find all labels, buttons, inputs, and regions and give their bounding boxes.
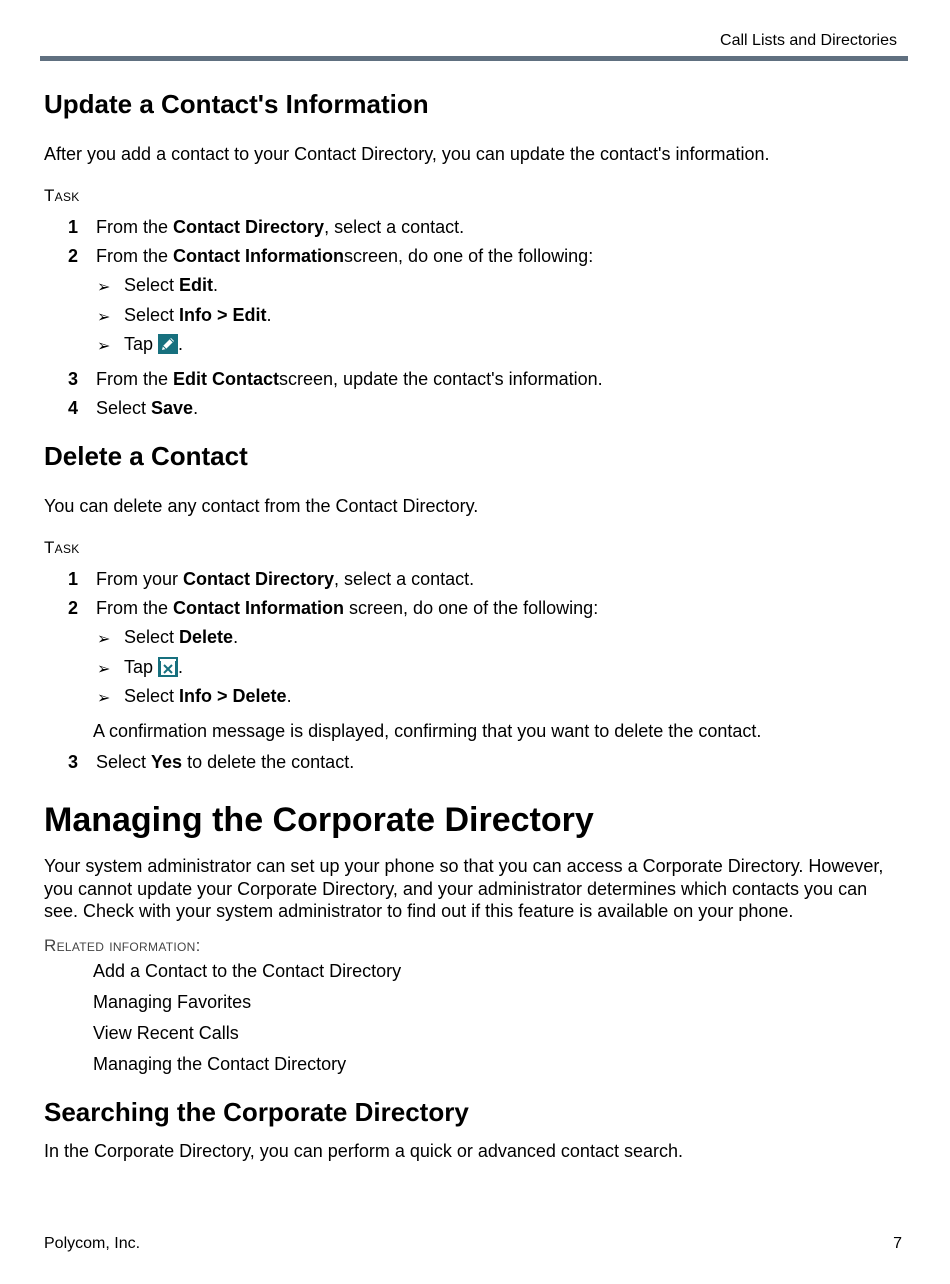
delete-step-3: Select Yes to delete the contact. (96, 752, 355, 772)
step-number: 2 (68, 598, 79, 618)
update-contact-intro: After you add a contact to your Contact Directory, you can update the contact's information. (44, 144, 770, 164)
related-link[interactable]: Managing the Contact Directory (93, 1054, 347, 1074)
step-number: 3 (68, 369, 79, 389)
delete-bullet-2: Tap . (124, 657, 184, 677)
footer-company: Polycom, Inc. (44, 1235, 141, 1252)
delete-bullet-3: Select Info > Delete. (124, 686, 292, 706)
related-information-label: Related information: (44, 936, 201, 955)
arrowhead-bullet-icon: ➢ (97, 338, 111, 355)
related-link[interactable]: View Recent Calls (93, 1023, 239, 1043)
update-step-3: From the Edit Contactscreen, update the contact's information. (96, 369, 603, 389)
pencil-icon (158, 334, 178, 354)
update-bullet-3: Tap . (124, 334, 184, 354)
header-rule (40, 56, 908, 61)
delete-confirmation-note: A confirmation message is displayed, confirming that you want to delete the contact. (93, 721, 762, 741)
update-bullet-2: Select Info > Edit. (124, 305, 272, 325)
update-bullet-1: Select Edit. (124, 275, 219, 295)
update-step-1: From the Contact Directory, select a contact. (96, 217, 465, 237)
arrowhead-bullet-icon: ➢ (97, 690, 111, 707)
search-corporate-body: In the Corporate Directory, you can perform a quick or advanced contact search. (44, 1141, 683, 1161)
delete-contact-intro: You can delete any contact from the Contact Directory. (44, 496, 479, 516)
running-header-title: Call Lists and Directories (720, 32, 897, 49)
delete-bullet-1: Select Delete. (124, 627, 239, 647)
delete-x-icon (158, 657, 178, 677)
step-number: 2 (68, 246, 79, 266)
page-number: 7 (893, 1235, 902, 1252)
step-number: 1 (68, 217, 79, 237)
delete-contact-heading: Delete a Contact (44, 441, 248, 471)
delete-step-2: From the Contact Information screen, do one of the following: (96, 598, 599, 618)
related-link[interactable]: Managing Favorites (93, 992, 252, 1012)
task-label: Task (44, 186, 80, 205)
corporate-directory-body: Your system administrator can set up your phone so that you can access a Corporate Directory. However, you cannot update your Corporate Directory, and your administrator determines which contacts you can see. Check with your system administrator to find out if this feature is available on your phone. (44, 856, 884, 921)
update-step-4: Select Save. (96, 398, 199, 418)
delete-step-1: From your Contact Directory, select a contact. (96, 569, 475, 589)
update-step-2: From the Contact Informationscreen, do one of the following: (96, 246, 594, 266)
corporate-directory-heading: Managing the Corporate Directory (44, 801, 594, 839)
arrowhead-bullet-icon: ➢ (97, 661, 111, 678)
update-contact-heading: Update a Contact's Information (44, 89, 429, 119)
arrowhead-bullet-icon: ➢ (97, 309, 111, 326)
step-number: 3 (68, 752, 79, 772)
arrowhead-bullet-icon: ➢ (97, 631, 111, 648)
search-corporate-heading: Searching the Corporate Directory (44, 1097, 469, 1127)
step-number: 1 (68, 569, 79, 589)
related-link[interactable]: Add a Contact to the Contact Directory (93, 961, 402, 981)
arrowhead-bullet-icon: ➢ (97, 279, 111, 296)
step-number: 4 (68, 398, 79, 418)
task-label: Task (44, 538, 80, 557)
